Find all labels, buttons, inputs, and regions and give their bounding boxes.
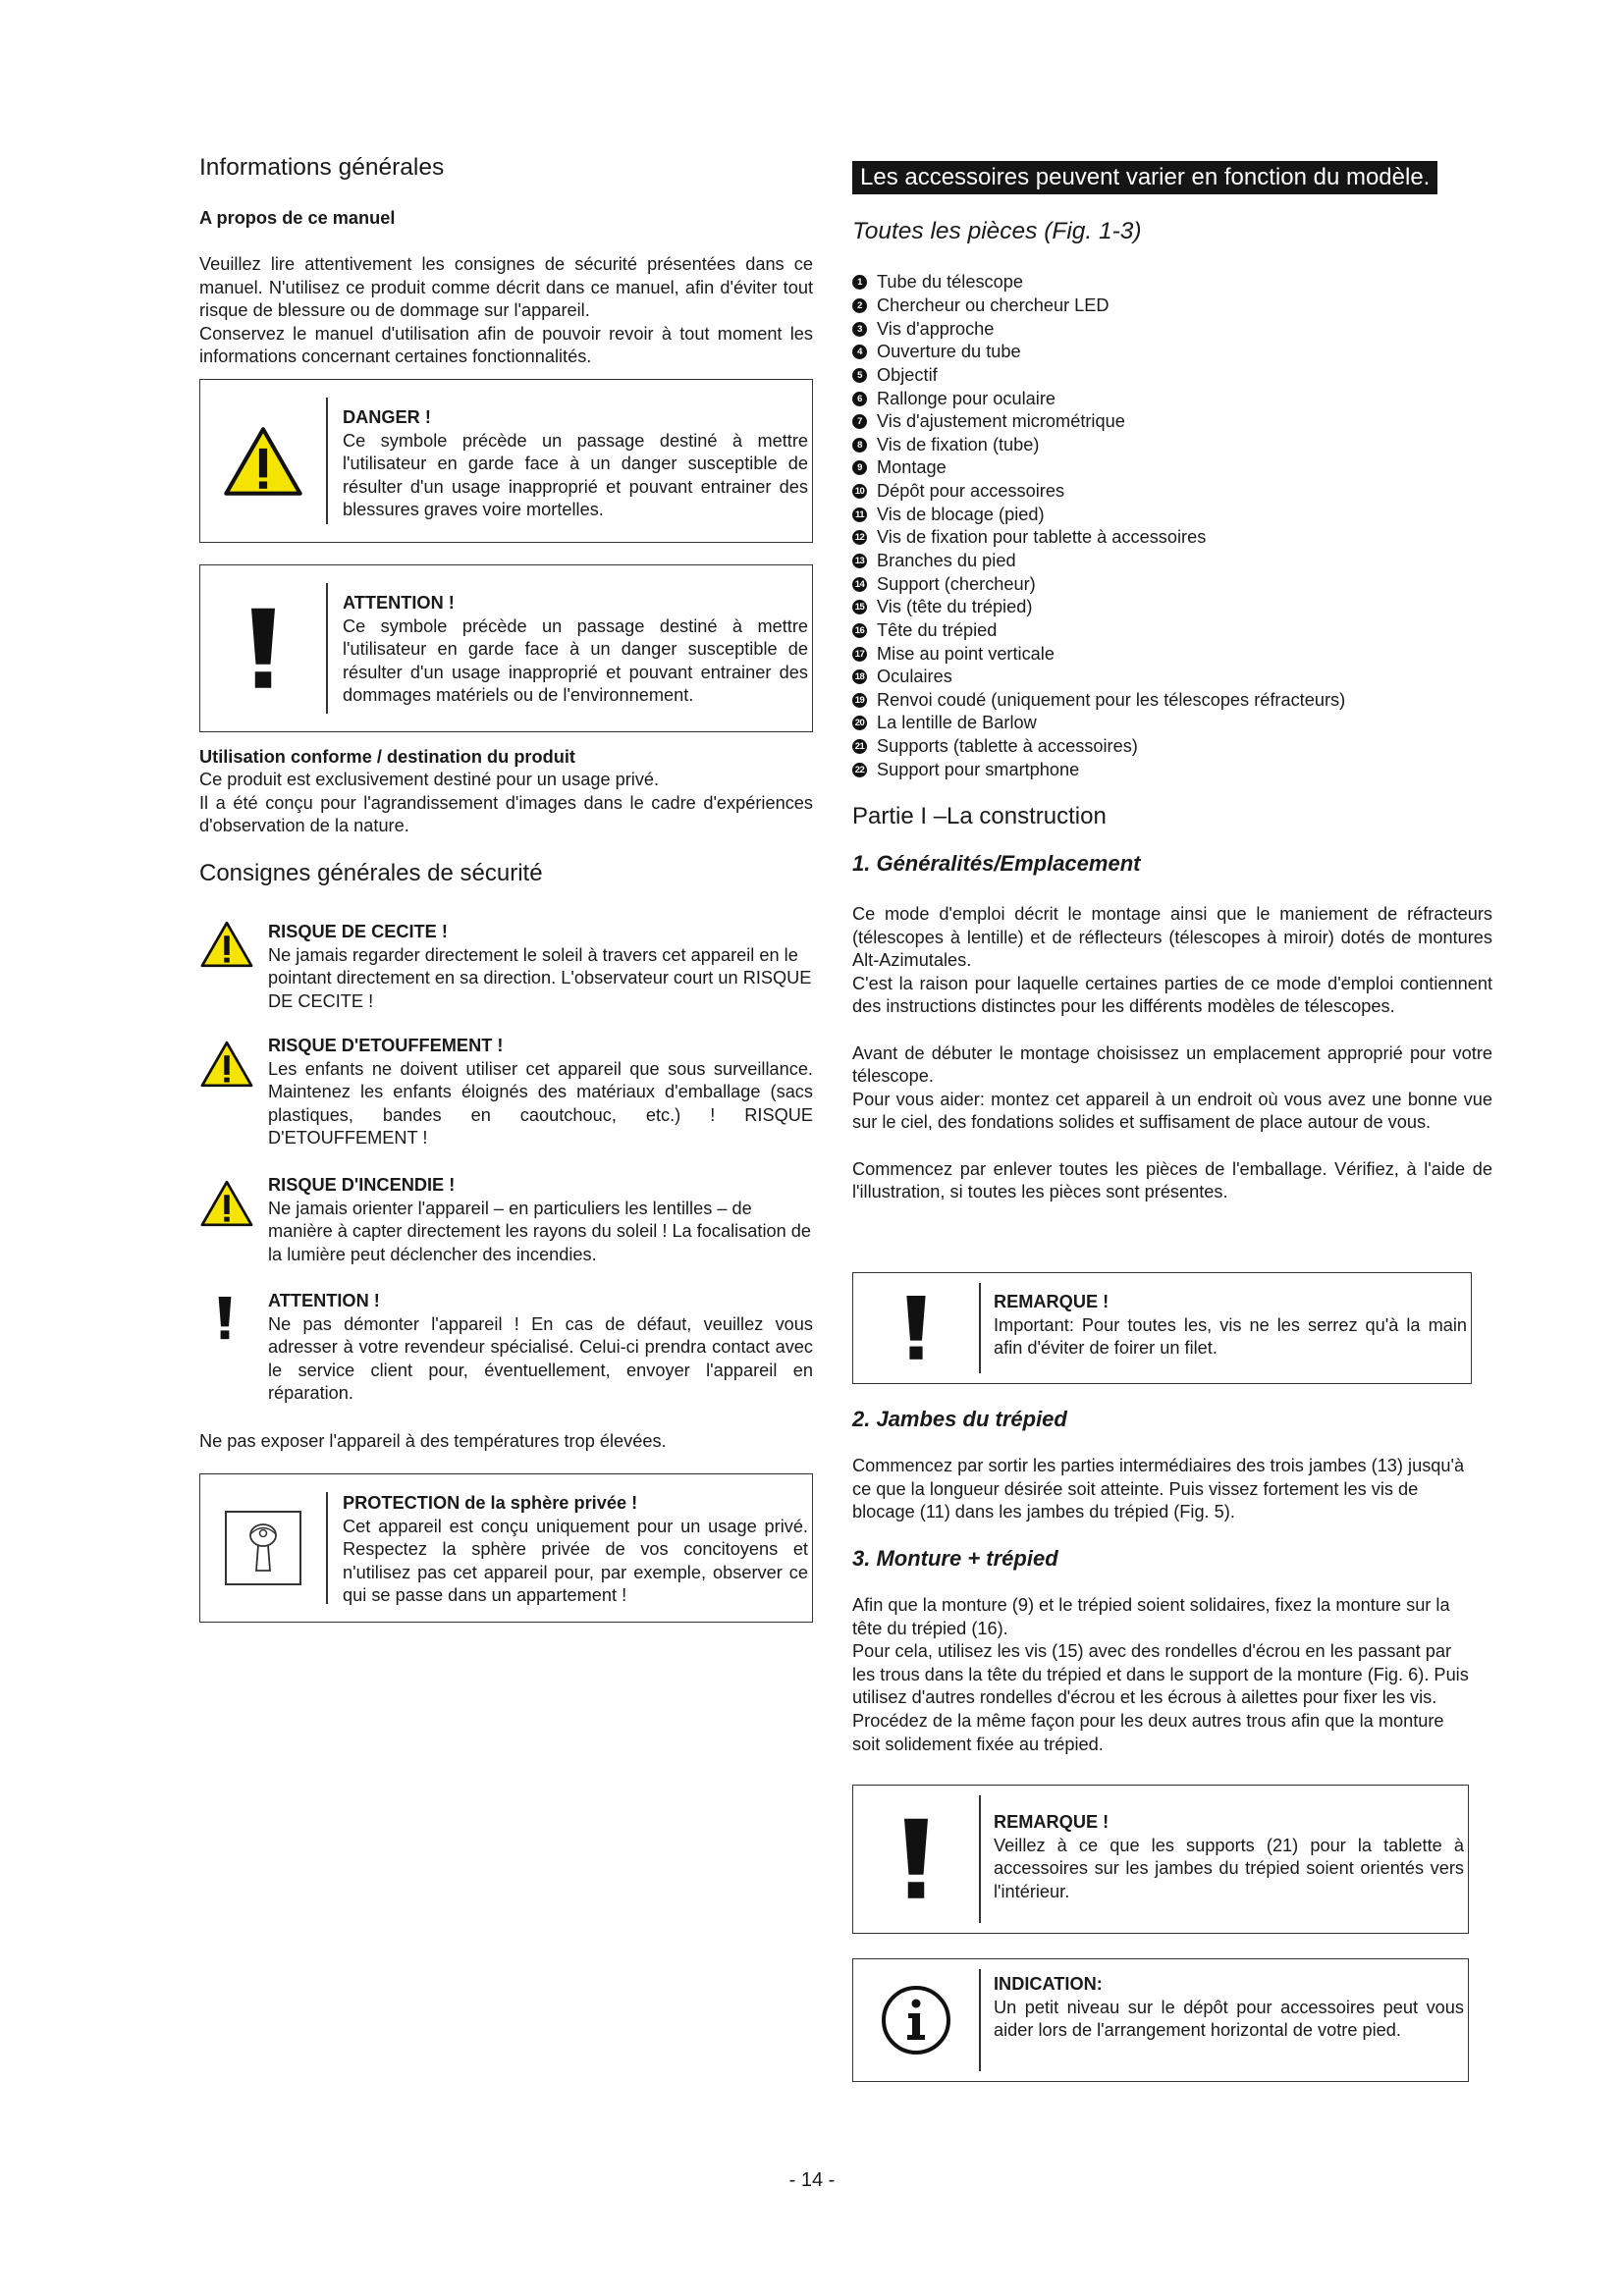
part-label: Renvoi coudé (uniquement pour les télescopes réfracteurs) xyxy=(877,689,1346,710)
indication-title: INDICATION: xyxy=(994,1974,1103,1994)
safety-item-title: ATTENTION ! xyxy=(268,1291,380,1310)
safety-item-title: RISQUE DE CECITE ! xyxy=(268,922,448,941)
part-number-badge: 4 xyxy=(852,345,867,359)
parts-list-item xyxy=(852,503,1492,526)
warning-triangle-icon xyxy=(199,1041,254,1093)
part-number-badge: 5 xyxy=(852,368,867,383)
part-number-badge: 11 xyxy=(852,507,867,522)
part-number-badge: 19 xyxy=(852,693,867,708)
warning-triangle-icon xyxy=(200,380,326,542)
section-title-safety: Consignes générales de sécurité xyxy=(199,860,543,886)
part-number-badge: 3 xyxy=(852,322,867,337)
exclamation-icon xyxy=(853,1273,979,1383)
remark-text: Important: Pour toutes les, vis ne les serrez qu'à la main afin d'éviter de foirer un filet. xyxy=(994,1314,1467,1359)
part-number-badge: 6 xyxy=(852,392,867,406)
part-label: Vis de blocage (pied) xyxy=(877,504,1045,524)
section3-paragraph: Afin que la monture (9) et le trépied soient solidaires, fixez la monture sur la tête du trépied (16). xyxy=(852,1595,1450,1638)
part-label: Vis de fixation (tube) xyxy=(877,434,1040,454)
part-number-badge: 18 xyxy=(852,669,867,684)
box-divider xyxy=(326,583,328,714)
part-number-badge: 15 xyxy=(852,600,867,614)
part-number-badge: 17 xyxy=(852,647,867,662)
parts-list-item xyxy=(852,596,1492,619)
section1-paragraph: Pour vous aider: montez cet appareil à un endroit où vous avez une bonne vue sur le ciel, des fondations solides et suffisament de place autour de vous. xyxy=(852,1089,1492,1133)
part-number-badge: 2 xyxy=(852,298,867,313)
usage-heading: Utilisation conforme / destination du produit xyxy=(199,747,575,767)
part-label: Tube du télescope xyxy=(877,272,1023,293)
safety-item-text: Ne jamais regarder directement le soleil à travers cet appareil en le pointant directement en sa direction. L'observateur court un RISQUE DE CECITE ! xyxy=(268,944,812,1011)
parts-list xyxy=(852,271,1492,781)
about-heading: A propos de ce manuel xyxy=(199,208,396,228)
indication-box xyxy=(852,1958,1469,2082)
attention-content xyxy=(343,592,808,708)
about-paragraph: Veuillez lire attentivement les consignes de sécurité présentées dans ce manuel. N'utilisez ce produit comme décrit dans ce manuel, afin d'éviter tout risque de blessure ou de dommage sur l'appareil. xyxy=(199,254,813,321)
parts-list-item xyxy=(852,619,1492,643)
privacy-box xyxy=(199,1473,813,1623)
part-label: Vis (tête du trépied) xyxy=(877,597,1033,617)
part-label: Vis d'approche xyxy=(877,318,995,339)
safety-item-text: Les enfants ne doivent utiliser cet appareil que sous surveillance. Maintenez les enfants éloignés des matériaux d'emballage (sacs plastiques, bandes en caoutchouc, etc.) ! RISQUE D'ETOUFFEMENT ! xyxy=(268,1058,813,1148)
part-label: Vis de fixation pour tablette à accessoires xyxy=(877,527,1207,548)
box-divider xyxy=(326,398,328,524)
part-label: Branches du pied xyxy=(877,551,1016,570)
parts-list-item xyxy=(852,689,1492,713)
remark-title: REMARQUE ! xyxy=(994,1292,1110,1311)
part-number-badge: 13 xyxy=(852,554,867,568)
part-label: Ouverture du tube xyxy=(877,342,1021,362)
part-label: Support (chercheur) xyxy=(877,573,1036,594)
part-label: Montage xyxy=(877,457,947,478)
part-label: Chercheur ou chercheur LED xyxy=(877,294,1110,315)
parts-list-item xyxy=(852,294,1492,318)
part-label: Tête du trépied xyxy=(877,619,998,640)
safety-item-content xyxy=(268,1174,813,1266)
section1-text xyxy=(852,903,1492,1204)
parts-list-item xyxy=(852,433,1492,456)
privacy-text: Cet appareil est conçu uniquement pour un usage privé. Respectez la sphère privée de vos concitoyens et n'utilisez pas cet appareil pour, par exemple, observer ce qui se passe dans un appartement ! xyxy=(343,1516,808,1606)
danger-box xyxy=(199,379,813,543)
safety-item-content xyxy=(268,1290,813,1406)
usage-paragraph: Ce produit est exclusivement destiné pour un usage privé. xyxy=(199,770,660,789)
page-number: - 14 - xyxy=(788,2169,836,2191)
parts-list-item xyxy=(852,410,1492,434)
part-label: La lentille de Barlow xyxy=(877,713,1037,733)
part-label: Dépôt pour accessoires xyxy=(877,481,1065,502)
remark-content xyxy=(994,1291,1467,1361)
part-number-badge: 1 xyxy=(852,275,867,290)
remark-box xyxy=(852,1785,1469,1934)
warning-triangle-icon xyxy=(199,1180,254,1232)
exclamation-icon xyxy=(853,1786,979,1933)
parts-list-item xyxy=(852,758,1492,781)
safety-item-content xyxy=(268,921,813,1013)
eye-keyhole-icon xyxy=(200,1474,326,1622)
danger-text: Ce symbole précède un passage destiné à mettre l'utilisateur en garde face à un danger susceptible de résulter d'un usage inapproprié et pouvant entrainer des blessures graves voire mortelles. xyxy=(343,430,808,520)
danger-title: DANGER ! xyxy=(343,407,431,427)
info-icon xyxy=(853,1959,979,2081)
part-number-badge: 9 xyxy=(852,460,867,475)
box-divider xyxy=(979,1969,981,2071)
part-label: Oculaires xyxy=(877,667,952,687)
part-number-badge: 22 xyxy=(852,763,867,777)
part-number-badge: 20 xyxy=(852,716,867,730)
parts-list-item xyxy=(852,712,1492,735)
temperature-note: Ne pas exposer l'appareil à des températures trop élevées. xyxy=(199,1431,667,1451)
safety-item-title: RISQUE D'ETOUFFEMENT ! xyxy=(268,1036,504,1055)
exclamation-icon xyxy=(217,1296,233,1346)
parts-list-item xyxy=(852,550,1492,573)
safety-item-text: Ne pas démonter l'appareil ! En cas de défaut, veuillez vous adresser à votre revendeur spécialisé. Celui-ci prendra contact avec le service client pour, éventuellement, envoyer l'appareil en réparation. xyxy=(268,1313,813,1404)
remark-text: Veillez à ce que les supports (21) pour la tablette à accessoires sur les jambes du trépied soient orientés vers l'intérieur. xyxy=(994,1835,1464,1901)
remark-title: REMARQUE ! xyxy=(994,1812,1110,1832)
indication-text: Un petit niveau sur le dépôt pour accessoires peut vous aider lors de l'arrangement horizontal de votre pied. xyxy=(994,1997,1464,2041)
attention-text: Ce symbole précède un passage destiné à mettre l'utilisateur en garde face à un danger susceptible de résulter d'un usage inapproprié et pouvant entrainer des dommages matériels ou de l'environnement. xyxy=(343,615,808,706)
section2-title: 2. Jambes du trépied xyxy=(852,1407,1067,1431)
parts-list-item xyxy=(852,735,1492,759)
privacy-title: PROTECTION de la sphère privée ! xyxy=(343,1493,638,1513)
about-paragraph: Conservez le manuel d'utilisation afin de pouvoir revoir à tout moment les informations concernant certaines fonctionnalités. xyxy=(199,323,813,367)
safety-item-text: Ne jamais orienter l'appareil – en particuliers les lentilles – de manière à capter directement les rayons du soleil ! La focalisation de la lumière peut déclencher des incendies. xyxy=(268,1198,811,1264)
parts-list-item xyxy=(852,666,1492,689)
part-number-badge: 21 xyxy=(852,739,867,754)
section-title-general-info: Informations générales xyxy=(199,154,445,181)
part-number-badge: 10 xyxy=(852,484,867,499)
accessories-banner: Les accessoires peuvent varier en fonction du modèle. xyxy=(852,161,1437,194)
section3-text xyxy=(852,1594,1471,1756)
parts-list-item xyxy=(852,526,1492,550)
part-label: Vis d'ajustement micrométrique xyxy=(877,411,1125,432)
box-divider xyxy=(326,1492,328,1604)
part-number-badge: 16 xyxy=(852,623,867,638)
usage-paragraph: Il a été conçu pour l'agrandissement d'images dans le cadre d'expériences d'observation de la nature. xyxy=(199,792,813,836)
section1-paragraph: Ce mode d'emploi décrit le montage ainsi que le maniement de réfracteurs (télescopes à lentille) et de réflecteurs (télescopes à miroir) dotés de montures Alt-Azimutales. xyxy=(852,904,1492,971)
section1-paragraph: Avant de débuter le montage choisissez un emplacement approprié pour votre télescope. xyxy=(852,1042,1492,1087)
about-text xyxy=(199,253,813,369)
privacy-content xyxy=(343,1492,808,1608)
part-label: Support pour smartphone xyxy=(877,759,1080,779)
remark-content xyxy=(994,1811,1464,1903)
safety-item-title: RISQUE D'INCENDIE ! xyxy=(268,1175,456,1195)
section2-text: Commencez par sortir les parties intermédiaires des trois jambes (13) jusqu'à ce que la longueur désirée soit atteinte. Puis vissez fortement les vis de blocage (11) dans les jambes du trépied (Fig. 5). xyxy=(852,1456,1465,1522)
parts-list-item xyxy=(852,642,1492,666)
indication-content xyxy=(994,1973,1464,2043)
part-number-badge: 7 xyxy=(852,414,867,429)
parts-list-item xyxy=(852,480,1492,504)
section1-paragraph: C'est la raison pour laquelle certaines parties de ce mode d'emploi contiennent des instructions distinctes pour les différents modèles de télescopes. xyxy=(852,973,1492,1017)
parts-list-item xyxy=(852,317,1492,341)
parts-list-item xyxy=(852,341,1492,364)
part-number-badge: 8 xyxy=(852,438,867,453)
part-label: Mise au point verticale xyxy=(877,643,1055,664)
parts-title: Toutes les pièces (Fig. 1-3) xyxy=(852,218,1142,244)
section3-paragraph: Pour cela, utilisez les vis (15) avec des rondelles d'écrou en les passant par les trous dans la tête du trépied et dans le support de la monture (Fig. 6). Puis utilisez d'autres rondelles d'écrou et les écrous à ailettes pour fixer les vis. Procédez de la même façon pour les deux autres trous afin que la monture soit solidement fixée au trépied. xyxy=(852,1641,1469,1754)
section1-paragraph: Commencez par enlever toutes les pièces de l'emballage. Vérifiez, à l'aide de l'illustration, si toutes les pièces sont présentes. xyxy=(852,1158,1492,1202)
section1-title: 1. Généralités/Emplacement xyxy=(852,851,1141,876)
parts-list-item xyxy=(852,387,1492,410)
attention-box xyxy=(199,564,813,732)
part-number-badge: 14 xyxy=(852,577,867,592)
part-number-badge: 12 xyxy=(852,530,867,545)
part1-title: Partie I –La construction xyxy=(852,803,1107,829)
safety-item-content xyxy=(268,1035,813,1150)
parts-list-item xyxy=(852,364,1492,388)
usage-text xyxy=(199,769,813,838)
section3-title: 3. Monture + trépied xyxy=(852,1546,1058,1571)
part-label: Supports (tablette à accessoires) xyxy=(877,736,1138,757)
part-label: Objectif xyxy=(877,364,938,385)
parts-list-item xyxy=(852,572,1492,596)
warning-triangle-icon xyxy=(199,921,254,973)
exclamation-icon xyxy=(200,565,326,731)
remark-box xyxy=(852,1272,1472,1384)
parts-list-item xyxy=(852,456,1492,480)
box-divider xyxy=(979,1283,981,1373)
attention-title: ATTENTION ! xyxy=(343,593,455,613)
part-label: Rallonge pour oculaire xyxy=(877,388,1056,408)
box-divider xyxy=(979,1795,981,1923)
danger-content xyxy=(343,406,808,522)
parts-list-item xyxy=(852,271,1492,294)
